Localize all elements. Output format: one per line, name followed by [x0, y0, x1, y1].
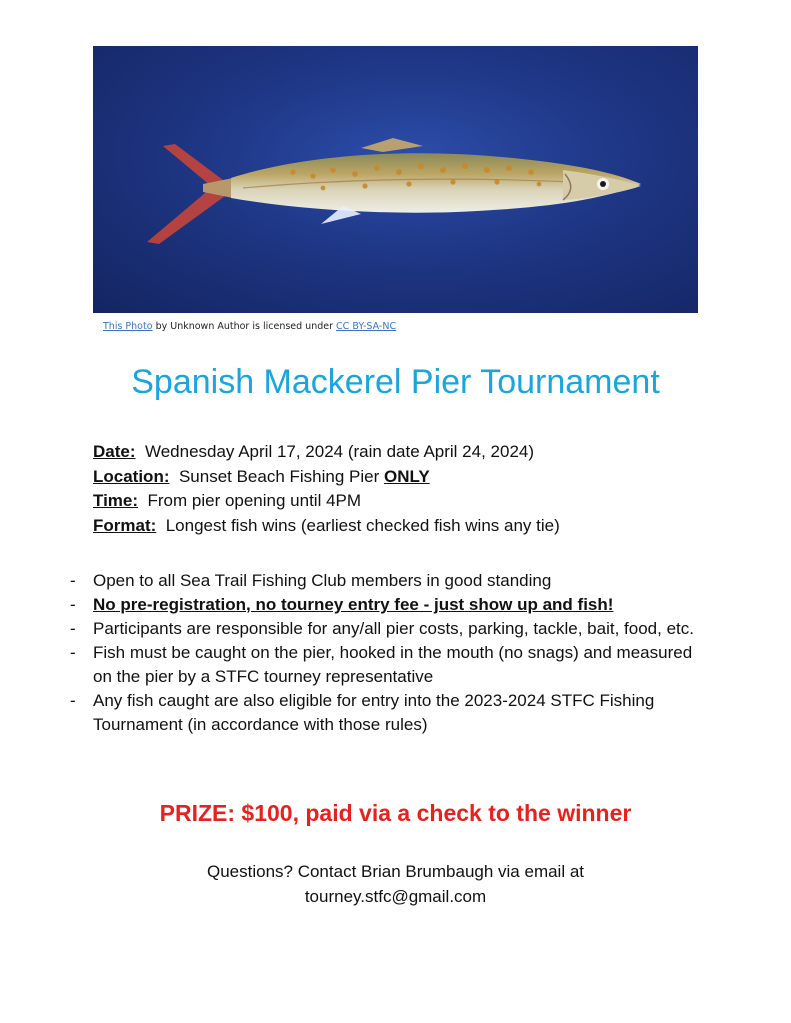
spanish-mackerel-illustration	[93, 46, 698, 313]
event-details	[93, 440, 560, 538]
license-link[interactable]: CC BY-SA-NC	[336, 321, 397, 332]
time-value: From pier opening until 4PM	[138, 491, 362, 510]
rules-list	[68, 569, 708, 737]
bullet-dash: -	[70, 691, 76, 710]
list-item	[68, 617, 708, 641]
list-item	[68, 641, 708, 689]
rule-text: Any fish caught are also eligible for entry into the 2023-2024 STFC Fishing Tournament (in accordance with those rules)	[93, 691, 655, 734]
mackerel-photo	[93, 46, 698, 313]
location-value: Sunset Beach Fishing Pier	[169, 466, 385, 486]
rule-text: Fish must be caught on the pier, hooked in the mouth (no snags) and measured on the pier by a STFC tourney representative	[93, 643, 693, 686]
date-row	[93, 440, 560, 465]
time-label: Time:	[93, 491, 139, 510]
bullet-dash: -	[70, 643, 76, 662]
time-row	[93, 489, 560, 514]
bullet-dash: -	[70, 619, 76, 638]
rule-text: Participants are responsible for any/all pier costs, parking, tackle, bait, food, etc.	[93, 619, 694, 638]
bullet-dash: -	[70, 571, 76, 590]
photo-credit	[103, 321, 396, 332]
format-row	[93, 514, 560, 539]
credit-text: by Unknown Author is licensed under	[152, 321, 337, 332]
list-item	[68, 689, 708, 737]
location-row	[93, 465, 560, 490]
contact-email[interactable]: tourney.stfc@gmail.com	[304, 887, 487, 906]
bullet-dash: -	[70, 595, 76, 614]
contact-info	[0, 859, 791, 909]
date-value: Wednesday April 17, 2024 (rain date April 24, 2024)	[135, 442, 535, 461]
photo-source-link[interactable]: This Photo	[103, 321, 153, 332]
date-label: Date:	[93, 442, 136, 461]
contact-line: Questions? Contact Brian Brumbaugh via email at	[206, 862, 585, 881]
format-label: Format:	[93, 515, 157, 535]
format-value: Longest fish wins (earliest checked fish wins any tie)	[156, 515, 560, 535]
page-title: Spanish Mackerel Pier Tournament	[131, 363, 660, 401]
prize-announcement: PRIZE: $100, paid via a check to the winner	[159, 800, 632, 826]
location-emphasis: ONLY	[384, 466, 430, 486]
rule-text: Open to all Sea Trail Fishing Club members in good standing	[93, 571, 552, 590]
list-item	[68, 569, 708, 593]
location-label: Location:	[93, 466, 170, 486]
rule-text: No pre-registration, no tourney entry fee - just show up and fish!	[93, 595, 614, 614]
list-item	[68, 593, 708, 617]
